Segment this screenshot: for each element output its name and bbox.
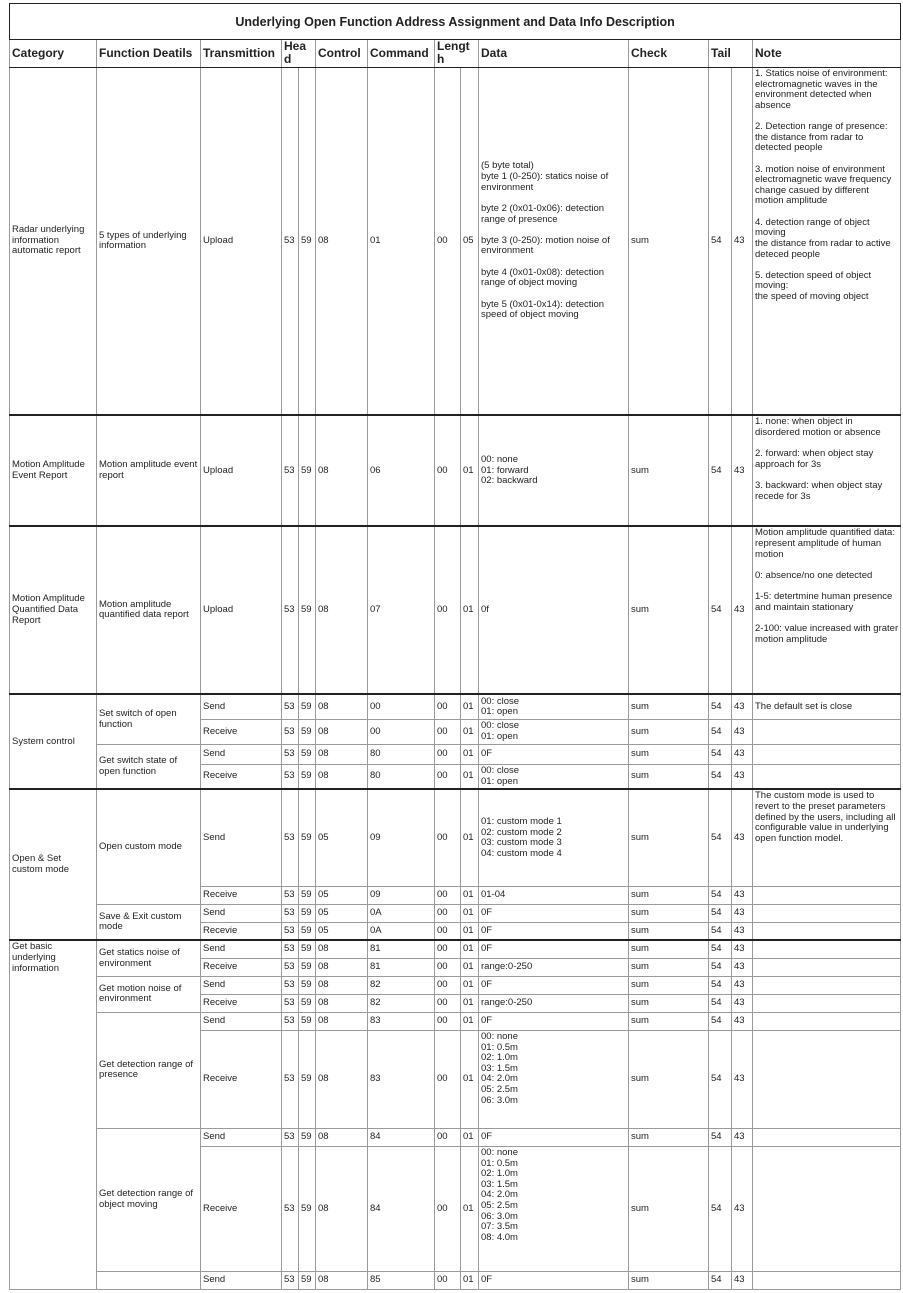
category-cell: Radar underlying information automatic report: [10, 67, 97, 415]
command-cell: 00: [368, 719, 435, 744]
head-byte: 53: [282, 1146, 299, 1271]
control-cell: 08: [316, 994, 368, 1012]
tail-byte: 43: [732, 958, 753, 976]
tail-byte: 54: [709, 1128, 732, 1146]
head-byte: 59: [299, 1128, 316, 1146]
tail-byte: 54: [709, 886, 732, 904]
length-lo: 01: [461, 940, 479, 958]
head-byte: 53: [282, 1128, 299, 1146]
length-lo: 01: [461, 415, 479, 526]
length-lo: 01: [461, 958, 479, 976]
table-row: [10, 1012, 901, 1030]
control-cell: 08: [316, 1012, 368, 1030]
table-row: [10, 789, 901, 886]
head-byte: 53: [282, 1030, 299, 1128]
data-cell: 00: close 01: open: [479, 694, 629, 719]
trans-cell: Upload: [201, 415, 282, 526]
head-byte: 53: [282, 976, 299, 994]
length-hi: 00: [435, 67, 461, 415]
note-cell: [753, 922, 901, 940]
length-hi: 00: [435, 694, 461, 719]
function-cell: Get switch state of open function: [97, 744, 201, 789]
head-byte: 53: [282, 940, 299, 958]
trans-cell: Send: [201, 1012, 282, 1030]
tail-byte: 43: [732, 886, 753, 904]
tail-byte: 43: [732, 744, 753, 764]
command-cell: 00: [368, 694, 435, 719]
tail-byte: 43: [732, 994, 753, 1012]
length-hi: 00: [435, 886, 461, 904]
command-cell: 81: [368, 940, 435, 958]
control-cell: 08: [316, 1146, 368, 1271]
note-cell: [753, 1271, 901, 1289]
col-note: Note: [753, 40, 901, 68]
check-cell: sum: [629, 1030, 709, 1128]
length-hi: 00: [435, 1146, 461, 1271]
trans-cell: Receive: [201, 994, 282, 1012]
head-byte: 59: [299, 922, 316, 940]
tail-byte: 43: [732, 1146, 753, 1271]
command-cell: 01: [368, 67, 435, 415]
check-cell: sum: [629, 1271, 709, 1289]
data-cell: 0F: [479, 976, 629, 994]
control-cell: 08: [316, 744, 368, 764]
note-cell: [753, 958, 901, 976]
trans-cell: Receive: [201, 719, 282, 744]
check-cell: sum: [629, 958, 709, 976]
col-tail: Tail: [709, 40, 753, 68]
check-cell: sum: [629, 744, 709, 764]
head-byte: 53: [282, 744, 299, 764]
trans-cell: Send: [201, 1128, 282, 1146]
header-row: [10, 40, 901, 68]
trans-cell: Send: [201, 940, 282, 958]
control-cell: 08: [316, 958, 368, 976]
tail-byte: 54: [709, 694, 732, 719]
data-cell: 0F: [479, 922, 629, 940]
note-cell: 1. Statics noise of environment: electromagnetic waves in the environment detected when absence 2. Detection range of presence: the distance from radar to detected people 3. motion noise of environment electromagnetic wave frequency change casued by different motion amplitude 4. detection range of object moving the distance from radar to active deteced people 5. detection speed of object moving: the speed of moving object: [753, 67, 901, 415]
head-byte: 53: [282, 789, 299, 886]
trans-cell: Recevie: [201, 922, 282, 940]
head-byte: 53: [282, 904, 299, 922]
data-cell: 00: close 01: open: [479, 719, 629, 744]
tail-byte: 54: [709, 904, 732, 922]
control-cell: 08: [316, 694, 368, 719]
data-cell: 00: none 01: 0.5m 02: 1.0m 03: 1.5m 04: 2.0m 05: 2.5m 06: 3.0m: [479, 1030, 629, 1128]
check-cell: sum: [629, 764, 709, 789]
data-cell: 0F: [479, 904, 629, 922]
length-lo: 01: [461, 976, 479, 994]
length-lo: 01: [461, 1271, 479, 1289]
trans-cell: Send: [201, 744, 282, 764]
check-cell: sum: [629, 719, 709, 744]
head-byte: 59: [299, 976, 316, 994]
tail-byte: 43: [732, 67, 753, 415]
control-cell: 08: [316, 976, 368, 994]
tail-byte: 54: [709, 1030, 732, 1128]
check-cell: sum: [629, 994, 709, 1012]
category-cell: Motion Amplitude Quantified Data Report: [10, 526, 97, 694]
check-cell: sum: [629, 415, 709, 526]
command-cell: 07: [368, 526, 435, 694]
command-cell: 80: [368, 764, 435, 789]
note-cell: [753, 1128, 901, 1146]
note-cell: [753, 764, 901, 789]
category-cell: System control: [10, 694, 97, 789]
data-cell: 0F: [479, 744, 629, 764]
col-category: Category: [10, 40, 97, 68]
head-byte: 59: [299, 1012, 316, 1030]
command-cell: 83: [368, 1030, 435, 1128]
length-lo: 01: [461, 1012, 479, 1030]
data-cell: 0F: [479, 940, 629, 958]
length-lo: 01: [461, 1128, 479, 1146]
length-hi: 00: [435, 1128, 461, 1146]
col-command: Command: [368, 40, 435, 68]
length-hi: 00: [435, 922, 461, 940]
function-cell: Get detection range of presence: [97, 1012, 201, 1128]
table-row: [10, 940, 901, 958]
head-byte: 59: [299, 1030, 316, 1128]
check-cell: sum: [629, 526, 709, 694]
tail-byte: 43: [732, 526, 753, 694]
note-cell: [753, 1012, 901, 1030]
length-lo: 01: [461, 904, 479, 922]
head-byte: 59: [299, 994, 316, 1012]
tail-byte: 43: [732, 1271, 753, 1289]
length-hi: 00: [435, 789, 461, 886]
data-cell: (5 byte total) byte 1 (0-250): statics noise of environment byte 2 (0x01-0x06): detection range of presence byte 3 (0-250): motion noise of environment byte 4 (0x01-0x08): detection range of object moving byte 5 (0x01-0x14): detection speed of object moving: [479, 67, 629, 415]
command-cell: 84: [368, 1146, 435, 1271]
protocol-table: [9, 3, 901, 1290]
trans-cell: Upload: [201, 67, 282, 415]
col-data: Data: [479, 40, 629, 68]
head-byte: 59: [299, 904, 316, 922]
tail-byte: 54: [709, 67, 732, 415]
tail-byte: 54: [709, 1271, 732, 1289]
table-row: [10, 1128, 901, 1146]
check-cell: sum: [629, 904, 709, 922]
trans-cell: Upload: [201, 526, 282, 694]
tail-byte: 54: [709, 744, 732, 764]
control-cell: 08: [316, 719, 368, 744]
head-byte: 59: [299, 940, 316, 958]
trans-cell: Send: [201, 904, 282, 922]
col-control: Control: [316, 40, 368, 68]
data-cell: 0F: [479, 1012, 629, 1030]
length-lo: 01: [461, 764, 479, 789]
command-cell: 83: [368, 1012, 435, 1030]
command-cell: 82: [368, 976, 435, 994]
note-cell: 1. none: when object in disordered motion or absence 2. forward: when object stay approach for 3s 3. backward: when object stay recede for 3s: [753, 415, 901, 526]
length-hi: 00: [435, 940, 461, 958]
trans-cell: Send: [201, 789, 282, 886]
tail-byte: 54: [709, 976, 732, 994]
table-row: [10, 526, 901, 694]
tail-byte: 54: [709, 940, 732, 958]
table-row: [10, 694, 901, 719]
table-row: [10, 1271, 901, 1289]
length-hi: 00: [435, 1012, 461, 1030]
tail-byte: 43: [732, 789, 753, 886]
trans-cell: Send: [201, 694, 282, 719]
length-hi: 00: [435, 526, 461, 694]
control-cell: 08: [316, 526, 368, 694]
data-cell: range:0-250: [479, 958, 629, 976]
head-byte: 59: [299, 789, 316, 886]
check-cell: sum: [629, 694, 709, 719]
trans-cell: Send: [201, 976, 282, 994]
head-byte: 59: [299, 1271, 316, 1289]
head-byte: 53: [282, 958, 299, 976]
head-byte: 59: [299, 526, 316, 694]
length-lo: 01: [461, 719, 479, 744]
head-byte: 59: [299, 67, 316, 415]
note-cell: [753, 1030, 901, 1128]
tail-byte: 43: [732, 940, 753, 958]
data-cell: 0f: [479, 526, 629, 694]
length-hi: 00: [435, 1271, 461, 1289]
head-byte: 53: [282, 719, 299, 744]
head-byte: 59: [299, 764, 316, 789]
length-hi: 00: [435, 415, 461, 526]
col-function: Function Deatils: [97, 40, 201, 68]
command-cell: 0A: [368, 922, 435, 940]
data-cell: 0F: [479, 1128, 629, 1146]
check-cell: sum: [629, 976, 709, 994]
tail-byte: 43: [732, 1030, 753, 1128]
tail-byte: 54: [709, 719, 732, 744]
command-cell: 09: [368, 789, 435, 886]
tail-byte: 43: [732, 764, 753, 789]
control-cell: 05: [316, 789, 368, 886]
check-cell: sum: [629, 1012, 709, 1030]
command-cell: 85: [368, 1271, 435, 1289]
data-cell: 00: close 01: open: [479, 764, 629, 789]
tail-byte: 43: [732, 1128, 753, 1146]
head-byte: 59: [299, 694, 316, 719]
head-byte: 53: [282, 922, 299, 940]
control-cell: 05: [316, 886, 368, 904]
command-cell: 06: [368, 415, 435, 526]
table-row: [10, 904, 901, 922]
function-cell: Get detection range of object moving: [97, 1128, 201, 1271]
note-cell: [753, 904, 901, 922]
head-byte: 59: [299, 958, 316, 976]
tail-byte: 54: [709, 994, 732, 1012]
length-hi: 00: [435, 994, 461, 1012]
length-lo: 05: [461, 67, 479, 415]
category-cell: Open & Set custom mode: [10, 789, 97, 940]
head-byte: 53: [282, 764, 299, 789]
head-byte: 53: [282, 1271, 299, 1289]
command-cell: 81: [368, 958, 435, 976]
table-title: Underlying Open Function Address Assignment and Data Info Description: [10, 4, 901, 40]
trans-cell: Receive: [201, 886, 282, 904]
data-cell: 01-04: [479, 886, 629, 904]
control-cell: 08: [316, 1030, 368, 1128]
tail-byte: 43: [732, 415, 753, 526]
head-byte: 53: [282, 886, 299, 904]
function-cell: Save & Exit custom mode: [97, 904, 201, 940]
head-byte: 53: [282, 526, 299, 694]
function-cell: Get statics noise of environment: [97, 940, 201, 976]
head-byte: 59: [299, 415, 316, 526]
note-cell: [753, 1146, 901, 1271]
head-byte: 53: [282, 994, 299, 1012]
tail-byte: 43: [732, 922, 753, 940]
head-byte: 59: [299, 1146, 316, 1271]
trans-cell: Receive: [201, 764, 282, 789]
check-cell: sum: [629, 922, 709, 940]
tail-byte: 43: [732, 904, 753, 922]
category-cell: Get basic underlying information: [10, 940, 97, 1289]
tail-byte: 54: [709, 958, 732, 976]
category-cell: Motion Amplitude Event Report: [10, 415, 97, 526]
head-byte: 53: [282, 67, 299, 415]
control-cell: 08: [316, 67, 368, 415]
note-cell: [753, 976, 901, 994]
length-lo: 01: [461, 789, 479, 886]
function-cell: Motion amplitude quantified data report: [97, 526, 201, 694]
command-cell: 84: [368, 1128, 435, 1146]
data-cell: 00: none 01: forward 02: backward: [479, 415, 629, 526]
check-cell: sum: [629, 1128, 709, 1146]
command-cell: 0A: [368, 904, 435, 922]
data-cell: 01: custom mode 1 02: custom mode 2 03: custom mode 3 04: custom mode 4: [479, 789, 629, 886]
length-lo: 01: [461, 994, 479, 1012]
tail-byte: 54: [709, 1012, 732, 1030]
control-cell: 08: [316, 940, 368, 958]
tail-byte: 54: [709, 1146, 732, 1271]
head-byte: 59: [299, 886, 316, 904]
function-cell: 5 types of underlying information: [97, 67, 201, 415]
tail-byte: 43: [732, 694, 753, 719]
note-cell: [753, 940, 901, 958]
function-cell: Get motion noise of environment: [97, 976, 201, 1012]
col-check: Check: [629, 40, 709, 68]
note-cell: [753, 719, 901, 744]
tail-byte: 54: [709, 789, 732, 886]
table-row: [10, 976, 901, 994]
length-hi: 00: [435, 744, 461, 764]
table-row: [10, 415, 901, 526]
head-byte: 59: [299, 719, 316, 744]
col-length: Length: [435, 40, 479, 68]
control-cell: 05: [316, 922, 368, 940]
function-cell: Set switch of open function: [97, 694, 201, 744]
tail-byte: 43: [732, 1012, 753, 1030]
length-hi: 00: [435, 904, 461, 922]
table-row: [10, 67, 901, 415]
head-byte: 59: [299, 744, 316, 764]
note-cell: Motion amplitude quantified data: represent amplitude of human motion 0: absence/no one detected 1-5: detertmine human presence and maintain stationary 2-100: value increased with grater motion amplitude: [753, 526, 901, 694]
trans-cell: Receive: [201, 1146, 282, 1271]
function-cell: Open custom mode: [97, 789, 201, 904]
data-cell: 00: none 01: 0.5m 02: 1.0m 03: 1.5m 04: 2.0m 05: 2.5m 06: 3.0m 07: 3.5m 08: 4.0m: [479, 1146, 629, 1271]
command-cell: 09: [368, 886, 435, 904]
head-byte: 53: [282, 415, 299, 526]
col-transmission: Transmittion: [201, 40, 282, 68]
check-cell: sum: [629, 789, 709, 886]
length-lo: 01: [461, 1146, 479, 1271]
control-cell: 08: [316, 764, 368, 789]
length-lo: 01: [461, 1030, 479, 1128]
control-cell: 08: [316, 1271, 368, 1289]
length-hi: 00: [435, 719, 461, 744]
note-cell: The default set is close: [753, 694, 901, 719]
note-cell: [753, 886, 901, 904]
length-hi: 00: [435, 764, 461, 789]
note-cell: [753, 994, 901, 1012]
check-cell: sum: [629, 940, 709, 958]
length-lo: 01: [461, 694, 479, 719]
trans-cell: Send: [201, 1271, 282, 1289]
note-cell: The custom mode is used to revert to the preset parameters defined by the users, including all configurable value in underlying open function model.: [753, 789, 901, 886]
control-cell: 08: [316, 1128, 368, 1146]
control-cell: 08: [316, 415, 368, 526]
length-hi: 00: [435, 976, 461, 994]
data-cell: 0F: [479, 1271, 629, 1289]
check-cell: sum: [629, 67, 709, 415]
trans-cell: Receive: [201, 1030, 282, 1128]
data-cell: range:0-250: [479, 994, 629, 1012]
tail-byte: 43: [732, 976, 753, 994]
col-head: Head: [282, 40, 316, 68]
tail-byte: 43: [732, 719, 753, 744]
control-cell: 05: [316, 904, 368, 922]
length-hi: 00: [435, 958, 461, 976]
note-cell: [753, 744, 901, 764]
head-byte: 53: [282, 1012, 299, 1030]
length-lo: 01: [461, 922, 479, 940]
function-cell: Motion amplitude event report: [97, 415, 201, 526]
head-byte: 53: [282, 694, 299, 719]
trans-cell: Receive: [201, 958, 282, 976]
check-cell: sum: [629, 1146, 709, 1271]
tail-byte: 54: [709, 526, 732, 694]
table-row: [10, 744, 901, 764]
tail-byte: 54: [709, 764, 732, 789]
check-cell: sum: [629, 886, 709, 904]
tail-byte: 54: [709, 415, 732, 526]
length-lo: 01: [461, 886, 479, 904]
command-cell: 82: [368, 994, 435, 1012]
length-lo: 01: [461, 744, 479, 764]
length-hi: 00: [435, 1030, 461, 1128]
length-lo: 01: [461, 526, 479, 694]
command-cell: 80: [368, 744, 435, 764]
function-cell: [97, 1271, 201, 1289]
tail-byte: 54: [709, 922, 732, 940]
